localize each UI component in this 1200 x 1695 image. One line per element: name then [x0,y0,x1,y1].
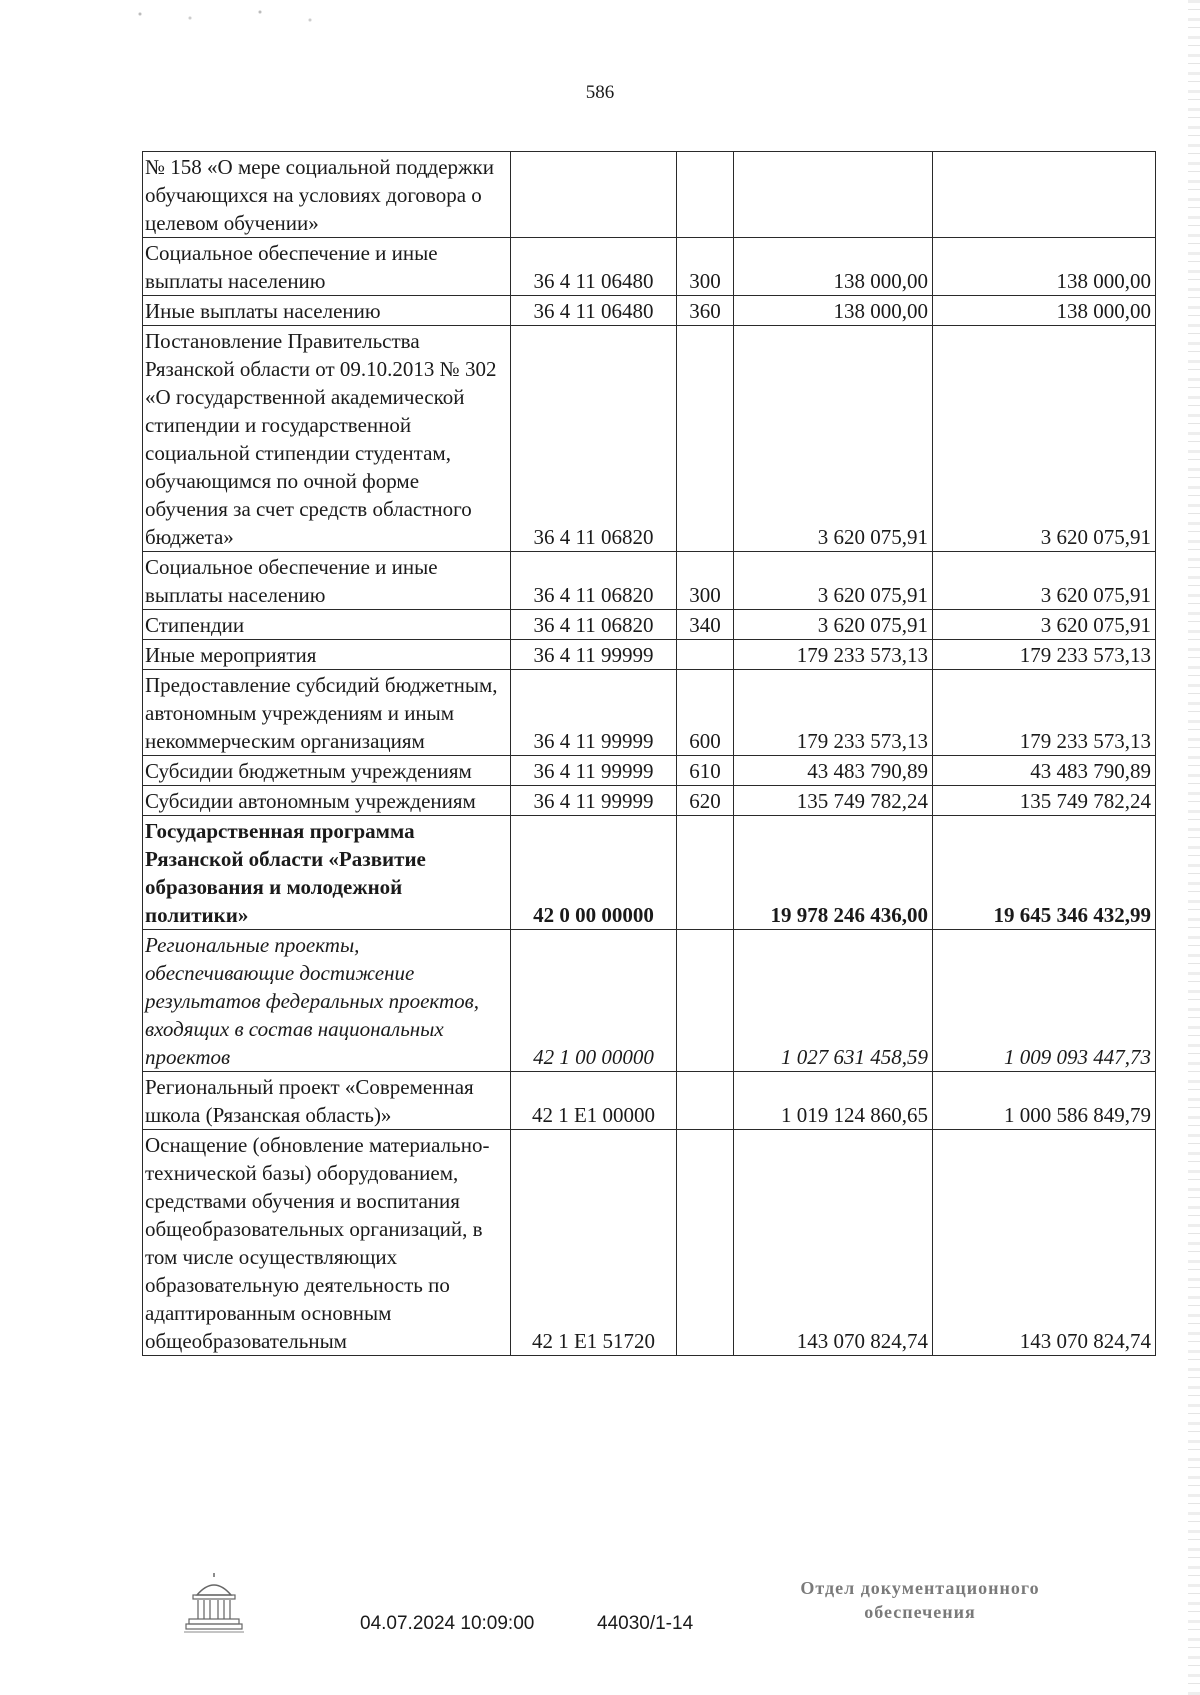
row-target-code: 36 4 11 99999 [511,640,677,670]
row-target-code: 36 4 11 06480 [511,238,677,296]
row-amount-1: 19 978 246 436,00 [734,816,933,930]
row-amount-1: 143 070 824,74 [734,1130,933,1356]
row-amount-2: 179 233 573,13 [933,670,1156,756]
row-name: Постановление Правительства Рязанской области от 09.10.2013 № 302 «О государственной академической стипендии и государственной социальной стипендии студентам, обучающимся по очной форме обучения за счет средств областного бюджета» [143,326,511,552]
row-expense-type: 300 [677,552,734,610]
row-target-code: 42 1 E1 51720 [511,1130,677,1356]
stamp-line-1: Отдел документационного [800,1578,1040,1598]
row-amount-1: 179 233 573,13 [734,640,933,670]
row-amount-1: 43 483 790,89 [734,756,933,786]
row-amount-1: 1 027 631 458,59 [734,930,933,1072]
row-amount-1: 179 233 573,13 [734,670,933,756]
row-name: Оснащение (обновление материально-технической базы) оборудованием, средствами обучения и воспитания общеобразовательных организаций, в том числе осуществляющих образовательную деятельность по адаптированным основным общеобразовательным [143,1130,511,1356]
table-row [143,326,1156,552]
row-name: Субсидии бюджетным учреждениям [143,756,511,786]
row-name: Стипендии [143,610,511,640]
table-row [143,756,1156,786]
row-target-code: 42 0 00 00000 [511,816,677,930]
footer-reg-number: 44030/1-14 [597,1613,694,1634]
row-amount-2: 19 645 346 432,99 [933,816,1156,930]
row-name: Социальное обеспечение и иные выплаты населению [143,238,511,296]
row-target-code: 36 4 11 99999 [511,670,677,756]
row-expense-type [677,816,734,930]
row-amount-2: 1 009 093 447,73 [933,930,1156,1072]
row-expense-type: 340 [677,610,734,640]
row-expense-type [677,1072,734,1130]
row-target-code: 36 4 11 06820 [511,610,677,640]
table-row [143,296,1156,326]
scan-edge [1188,0,1200,1695]
row-amount-1: 3 620 075,91 [734,326,933,552]
row-expense-type: 300 [677,238,734,296]
row-amount-1: 3 620 075,91 [734,552,933,610]
row-expense-type: 610 [677,756,734,786]
row-amount-1: 135 749 782,24 [734,786,933,816]
table-row [143,238,1156,296]
row-amount-2: 135 749 782,24 [933,786,1156,816]
row-expense-type: 360 [677,296,734,326]
row-amount-1: 1 019 124 860,65 [734,1072,933,1130]
row-amount-2: 3 620 075,91 [933,552,1156,610]
table-row [143,640,1156,670]
row-target-code: 42 1 00 00000 [511,930,677,1072]
stamp-line-2: обеспечения [864,1602,976,1622]
row-target-code: 36 4 11 06820 [511,326,677,552]
row-name: Иные выплаты населению [143,296,511,326]
row-amount-2 [933,152,1156,238]
row-name: Субсидии автономным учреждениям [143,786,511,816]
row-expense-type: 620 [677,786,734,816]
row-amount-2: 1 000 586 849,79 [933,1072,1156,1130]
row-name: Государственная программа Рязанской области «Развитие образования и молодежной политики» [143,816,511,930]
row-name: Предоставление субсидий бюджетным, автономным учреждениям и иным некоммерческим организациям [143,670,511,756]
row-target-code: 36 4 11 06820 [511,552,677,610]
budget-table [142,151,1156,1356]
row-expense-type: 600 [677,670,734,756]
row-amount-1: 138 000,00 [734,238,933,296]
row-amount-2: 143 070 824,74 [933,1130,1156,1356]
row-expense-type [677,326,734,552]
row-target-code [511,152,677,238]
duma-building-icon [183,1573,245,1635]
row-name: Региональный проект «Современная школа (Рязанская область)» [143,1072,511,1130]
table-row [143,552,1156,610]
table-row [143,152,1156,238]
row-amount-2: 179 233 573,13 [933,640,1156,670]
row-name: Социальное обеспечение и иные выплаты населению [143,552,511,610]
row-name: Иные мероприятия [143,640,511,670]
row-amount-1 [734,152,933,238]
department-stamp [770,1576,1070,1624]
row-name: Региональные проекты, обеспечивающие достижение результатов федеральных проектов, входящих в состав национальных проектов [143,930,511,1072]
row-target-code: 42 1 E1 00000 [511,1072,677,1130]
table-row [143,1072,1156,1130]
table-row [143,610,1156,640]
page-number: 586 [585,82,615,103]
row-target-code: 36 4 11 06480 [511,296,677,326]
table-row [143,786,1156,816]
row-amount-2: 3 620 075,91 [933,326,1156,552]
row-amount-1: 138 000,00 [734,296,933,326]
scan-specks [120,8,340,28]
row-target-code: 36 4 11 99999 [511,756,677,786]
budget-table-body [143,152,1156,1356]
row-expense-type [677,640,734,670]
footer-datetime: 04.07.2024 10:09:00 [360,1613,535,1634]
row-expense-type [677,152,734,238]
row-amount-2: 3 620 075,91 [933,610,1156,640]
table-row [143,1130,1156,1356]
row-expense-type [677,1130,734,1356]
table-row [143,816,1156,930]
row-amount-2: 138 000,00 [933,238,1156,296]
row-target-code: 36 4 11 99999 [511,786,677,816]
row-amount-1: 3 620 075,91 [734,610,933,640]
row-amount-2: 138 000,00 [933,296,1156,326]
table-row [143,930,1156,1072]
row-name: № 158 «О мере социальной поддержки обучающихся на условиях договора о целевом обучении» [143,152,511,238]
table-row [143,670,1156,756]
row-expense-type [677,930,734,1072]
row-amount-2: 43 483 790,89 [933,756,1156,786]
